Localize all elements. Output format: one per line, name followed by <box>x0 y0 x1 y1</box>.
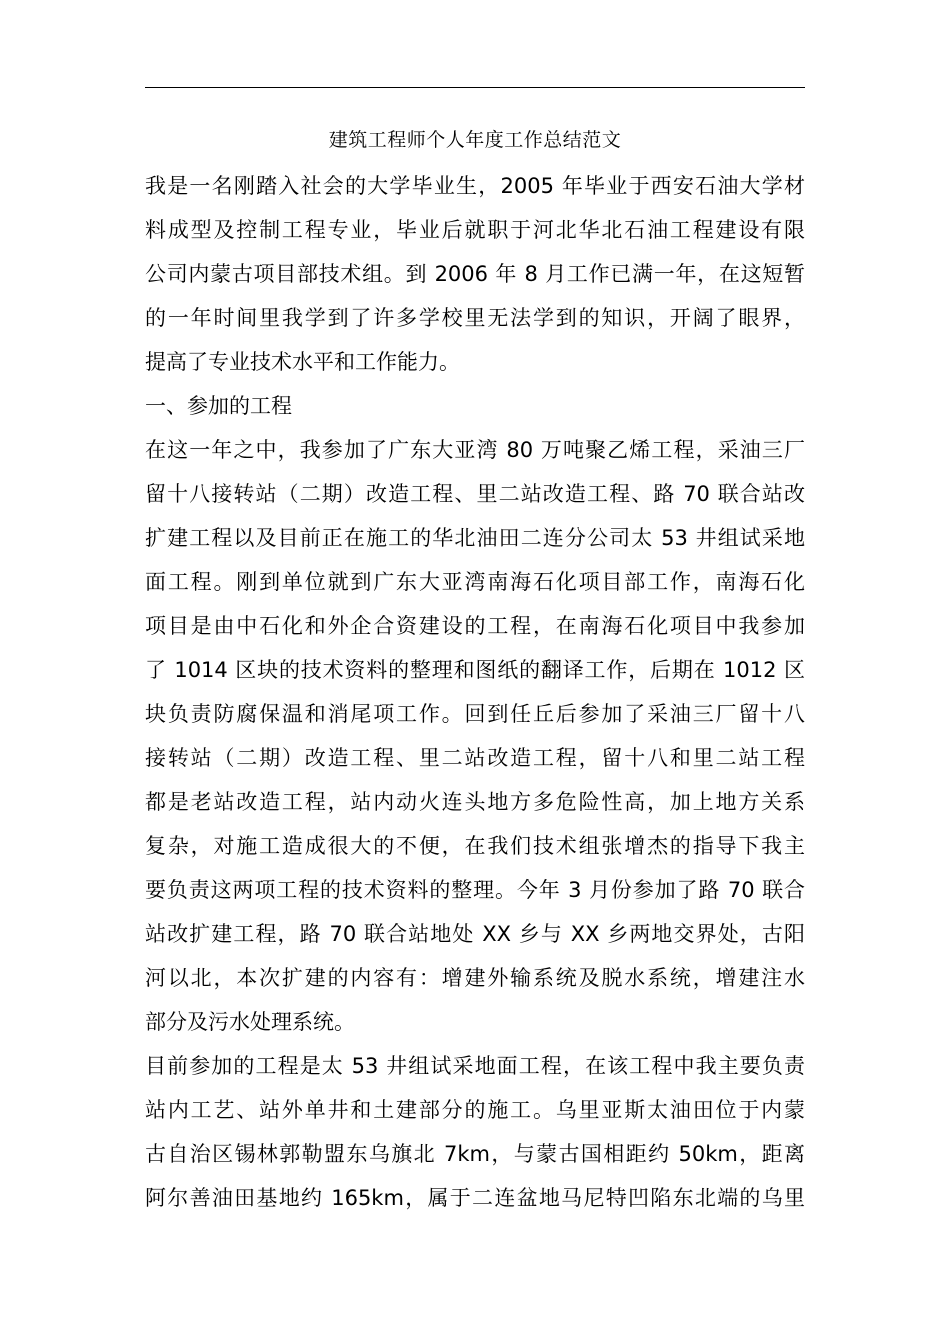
text-line: 古自治区锡林郭勒盟东乌旗北 7km，与蒙古国相距约 50km，距离 <box>145 1142 805 1166</box>
text-line: 复杂，对施工造成很大的不便，在我们技术组张增杰的指导下我主 <box>145 834 805 858</box>
text-line: 部分及污水处理系统。 <box>145 1010 355 1034</box>
text-line: 公司内蒙古项目部技术组。到 2006 年 8 月工作已满一年，在这短暂 <box>145 262 805 286</box>
text-line: 留十八接转站（二期）改造工程、里二站改造工程、路 70 联合站改 <box>145 482 805 506</box>
text-line: 提高了专业技术水平和工作能力。 <box>145 350 460 374</box>
text-line: 接转站（二期）改造工程、里二站改造工程，留十八和里二站工程 <box>145 746 805 770</box>
document-body <box>145 164 805 1220</box>
text-line: 阿尔善油田基地约 165km，属于二连盆地马尼特凹陷东北端的乌里 <box>145 1186 805 1210</box>
text-line: 一、参加的工程 <box>145 394 292 418</box>
paragraph-intro <box>145 164 805 384</box>
text-line: 我是一名刚踏入社会的大学毕业生，2005 年毕业于西安石油大学材 <box>145 174 805 198</box>
text-line: 扩建工程以及目前正在施工的华北油田二连分公司太 53 井组试采地 <box>145 526 805 550</box>
text-line: 站改扩建工程，路 70 联合站地处 XX 乡与 XX 乡两地交界处，古阳 <box>145 922 805 946</box>
text-line: 在这一年之中，我参加了广东大亚湾 80 万吨聚乙烯工程，采油三厂 <box>145 438 805 462</box>
text-line: 料成型及控制工程专业，毕业后就职于河北华北石油工程建设有限 <box>145 218 805 242</box>
section-heading <box>145 384 805 428</box>
text-line: 项目是由中石化和外企合资建设的工程，在南海石化项目中我参加 <box>145 614 805 638</box>
text-line: 了 1014 区块的技术资料的整理和图纸的翻译工作，后期在 1012 区 <box>145 658 805 682</box>
text-line: 要负责这两项工程的技术资料的整理。今年 3 月份参加了路 70 联合 <box>145 878 805 902</box>
text-line: 目前参加的工程是太 53 井组试采地面工程，在该工程中我主要负责 <box>145 1054 805 1078</box>
paragraph-current <box>145 1044 805 1220</box>
document-title: 建筑工程师个人年度工作总结范文 <box>328 129 622 151</box>
text-line: 站内工艺、站外单井和土建部分的施工。乌里亚斯太油田位于内蒙 <box>145 1098 805 1122</box>
header-rule <box>145 87 805 88</box>
text-line: 的一年时间里我学到了许多学校里无法学到的知识，开阔了眼界， <box>145 306 805 330</box>
paragraph-projects <box>145 428 805 1044</box>
text-line: 河以北，本次扩建的内容有：增建外输系统及脱水系统，增建注水 <box>145 966 805 990</box>
text-line: 都是老站改造工程，站内动火连头地方多危险性高，加上地方关系 <box>145 790 805 814</box>
text-line: 面工程。刚到单位就到广东大亚湾南海石化项目部工作，南海石化 <box>145 570 805 594</box>
text-line: 块负责防腐保温和消尾项工作。回到任丘后参加了采油三厂留十八 <box>145 702 805 726</box>
